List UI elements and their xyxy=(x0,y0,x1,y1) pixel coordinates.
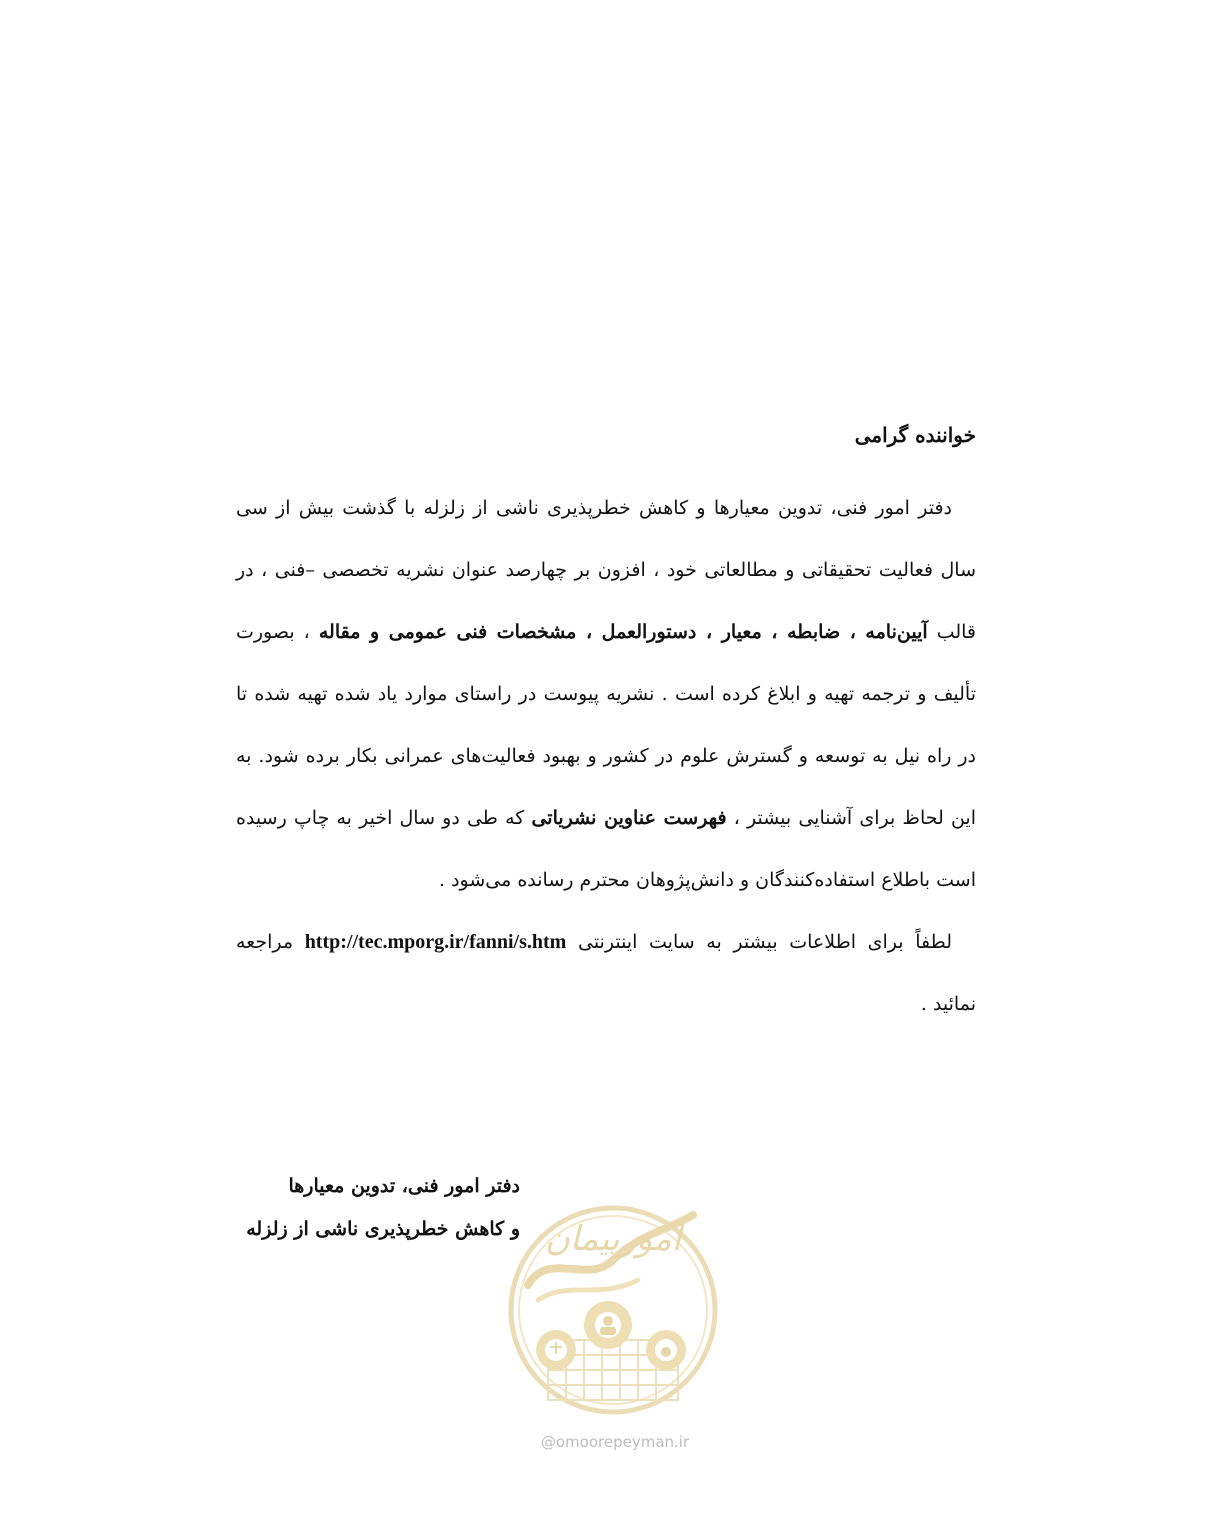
intro-text-2: ، بصورت تألیف و ترجمه تهیه و ابلاغ کرده است . نشریه پیوست در راستای موارد یاد شده تهیه شده تا در راه نیل به توسعه و گسترش علوم در کشور و بهبود فعالیت‌های عمرانی بکار برده شود. به این لحاظ برای آشنایی بیشتر ، xyxy=(236,621,976,829)
website-text-before: لطفاً برای اطلاعات بیشتر به سایت اینترنتی xyxy=(566,931,952,953)
letter-body xyxy=(236,415,976,1035)
signature-block xyxy=(230,1165,520,1251)
signature-line-2: و کاهش خطرپذیری ناشی از زلزله xyxy=(246,1218,520,1240)
publication-list-label: فهرست عناوین نشریاتی xyxy=(531,807,727,829)
intro-paragraph xyxy=(236,477,976,911)
letter-heading: خواننده گرامی xyxy=(854,423,976,447)
watermark-logo-text: امورپیمان xyxy=(544,1219,682,1259)
watermark-caption: @omoorepeyman.ir xyxy=(540,1433,690,1451)
intro-text-1: دفتر امور فنی، تدوین معیارها و کاهش خطرپذیری ناشی از زلزله با گذشت بیش از سی سال فعالیت تحقیقاتی و مطالعاتی خود ، افزون بر چهارصد عنوان نشریه تخصصی –فنی ، در قالب xyxy=(236,497,977,643)
website-link[interactable]: http://tec.mporg.ir/fanni/s.htm xyxy=(304,931,567,953)
omoorepeyman-watermark-logo xyxy=(508,1190,718,1460)
website-text-after: مراجعه نمائید . xyxy=(236,931,976,1015)
publication-types: آیین‌نامه ، ضابطه ، معیار ، دستورالعمل ، مشخصات فنی عمومی و مقاله xyxy=(318,621,928,643)
intro-text-3: که طی دو سال اخیر به چاپ رسیده است باطلاع استفاده‌کنندگان و دانش‌پژوهان محترم رسانده می‌شود . xyxy=(236,807,976,891)
signature-line-1: دفتر امور فنی، تدوین معیارها xyxy=(288,1175,520,1197)
website-paragraph xyxy=(236,911,976,1035)
